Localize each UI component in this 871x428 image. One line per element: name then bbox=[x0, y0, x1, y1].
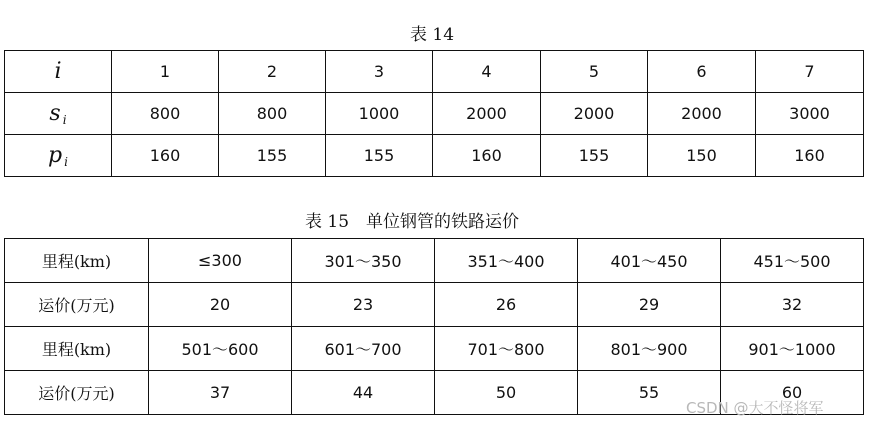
row-header-p: p $_i$ bbox=[5, 135, 112, 177]
table-14-row-p bbox=[5, 135, 864, 177]
table-15 bbox=[4, 238, 864, 415]
table-14-caption: 表 14 bbox=[410, 25, 455, 45]
table-cell: 351～400 bbox=[435, 239, 578, 283]
table-cell: 55 bbox=[578, 371, 721, 415]
table-15-row bbox=[5, 327, 864, 371]
table-cell: 23 bbox=[292, 283, 435, 327]
table-cell: 60 bbox=[721, 371, 864, 415]
table-15-row bbox=[5, 239, 864, 283]
table-15-caption: 表 15 单位钢管的铁路运价 bbox=[305, 212, 520, 232]
table-cell: 901～1000 bbox=[721, 327, 864, 371]
table-cell: 2 bbox=[219, 51, 326, 93]
table-cell: 5 bbox=[541, 51, 648, 93]
table-cell: 26 bbox=[435, 283, 578, 327]
table-cell: 2000 bbox=[541, 93, 648, 135]
table-cell: 1 bbox=[112, 51, 219, 93]
table-14-row-s bbox=[5, 93, 864, 135]
table-cell: 4 bbox=[433, 51, 541, 93]
row-label-mileage: 里程(km) bbox=[5, 239, 149, 283]
table-14-row-i bbox=[5, 51, 864, 93]
table-cell: 7 bbox=[756, 51, 864, 93]
row-header-i: i bbox=[5, 51, 112, 93]
table-14 bbox=[4, 50, 864, 177]
row-label-mileage: 里程(km) bbox=[5, 327, 149, 371]
table-cell: 6 bbox=[648, 51, 756, 93]
table-cell: 160 bbox=[112, 135, 219, 177]
table-cell: 20 bbox=[149, 283, 292, 327]
table-cell: 501～600 bbox=[149, 327, 292, 371]
row-label-freight-price: 运价(万元) bbox=[5, 371, 149, 415]
table-cell: 155 bbox=[326, 135, 433, 177]
table-cell: 401～450 bbox=[578, 239, 721, 283]
table-cell: 3000 bbox=[756, 93, 864, 135]
table-cell: 32 bbox=[721, 283, 864, 327]
table-cell: 2000 bbox=[648, 93, 756, 135]
table-cell: 160 bbox=[433, 135, 541, 177]
table-cell: 155 bbox=[541, 135, 648, 177]
table-15-row bbox=[5, 283, 864, 327]
table-cell: 800 bbox=[112, 93, 219, 135]
table-cell: 150 bbox=[648, 135, 756, 177]
table-cell: 37 bbox=[149, 371, 292, 415]
table-cell: 50 bbox=[435, 371, 578, 415]
table-cell: 2000 bbox=[433, 93, 541, 135]
table-cell: 800 bbox=[219, 93, 326, 135]
table-cell: 44 bbox=[292, 371, 435, 415]
table-cell: 29 bbox=[578, 283, 721, 327]
row-header-s: s $_i$ bbox=[5, 93, 112, 135]
table-cell: 301～350 bbox=[292, 239, 435, 283]
table-cell: 1000 bbox=[326, 93, 433, 135]
table-cell: 3 bbox=[326, 51, 433, 93]
table-cell: 160 bbox=[756, 135, 864, 177]
table-cell: 155 bbox=[219, 135, 326, 177]
table-cell: 601～700 bbox=[292, 327, 435, 371]
table-cell: 801～900 bbox=[578, 327, 721, 371]
table-cell: 701～800 bbox=[435, 327, 578, 371]
watermark: CSDN @大不怪将军 bbox=[686, 399, 824, 417]
row-label-freight-price: 运价(万元) bbox=[5, 283, 149, 327]
table-cell: ≤300 bbox=[149, 239, 292, 283]
table-cell: 451～500 bbox=[721, 239, 864, 283]
